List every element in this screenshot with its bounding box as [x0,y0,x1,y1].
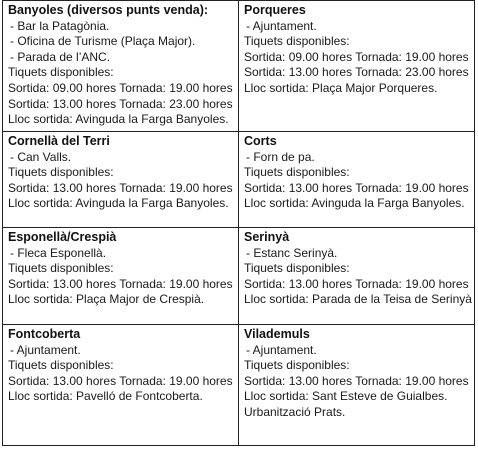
tickets-label: Tiquets disponibles: [244,261,350,276]
sale-point: - Parada de l’ANC. [10,49,111,64]
tickets-label: Tiquets disponibles: [8,358,114,373]
departure-line: Sortida: 13.00 hores Tornada: 19.00 hores [244,276,469,291]
departure-line: Sortida: 13.00 hores Tornada: 19.00 hores [244,373,469,388]
town-name: Esponellà/Crespià [8,230,117,244]
tickets-label: Tiquets disponibles: [244,358,350,373]
sale-point: - Ajuntament. [246,18,317,33]
departure-line: Sortida: 13.00 hores Tornada: 23.00 hores [244,65,469,80]
departure-place: Lloc sortida: Plaça Major Porqueres. [244,80,438,95]
tickets-label: Tiquets disponibles: [8,261,114,276]
departure-line: Sortida: 13.00 hores Tornada: 23.00 hores [8,96,233,111]
sale-point: - Ajuntament. [10,342,81,357]
departure-place: Lloc sortida: Plaça Major de Crespià. [8,292,205,307]
departure-place: Lloc sortida: Sant Esteve de Guialbes. [244,389,448,404]
cell-corts [239,132,475,228]
sale-point: - Ajuntament. [246,342,317,357]
departure-place-extra: Urbanització Prats. [244,404,346,419]
cell-vilademuls [239,325,475,446]
table-row [3,1,475,132]
table-row [3,228,475,325]
departure-place: Lloc sortida: Parada de la Teisa de Serinyà [244,292,472,307]
ticket-points-table [2,0,475,446]
departure-line: Sortida: 13.00 hores Tornada: 19.00 hores [8,180,233,195]
tickets-label: Tiquets disponibles: [244,34,350,49]
tickets-label: Tiquets disponibles: [244,165,350,180]
sale-point: - Fleca Esponellà. [10,245,107,260]
departure-place: Lloc sortida: Avinguda la Farga Banyoles. [8,196,229,211]
departure-line: Sortida: 09.00 hores Tornada: 19.00 hores [8,80,233,95]
town-name: Porqueres [244,3,306,17]
sale-point: - Oficina de Turisme (Plaça Major). [10,34,196,49]
cell-cornella-del-terri [3,132,239,228]
sale-point: - Forn de pa. [246,149,315,164]
town-name: Corts [244,134,277,148]
departure-place: Lloc sortida: Avinguda la Farga Banyoles. [244,196,465,211]
sale-point: - Bar la Patagònia. [10,18,110,33]
town-name: Fontcoberta [8,327,81,341]
town-name: Serinyà [244,230,290,244]
table-row [3,325,475,446]
sale-point: - Can Valls. [10,149,72,164]
departure-place: Lloc sortida: Avinguda la Farga Banyoles. [8,112,229,127]
cell-fontcoberta [3,325,239,446]
town-name: Cornellà del Terri [8,134,110,148]
departure-line: Sortida: 13.00 hores Tornada: 19.00 hores [8,276,233,291]
town-name: Vilademuls [244,327,310,341]
tickets-label: Tiquets disponibles: [8,65,114,80]
cell-esponella-crespia [3,228,239,325]
departure-line: Sortida: 09.00 hores Tornada: 19.00 hores [244,49,469,64]
sale-point: - Estanc Serinyà. [246,245,338,260]
departure-place: Lloc sortida: Pavelló de Fontcoberta. [8,389,203,404]
tickets-label: Tiquets disponibles: [8,165,114,180]
town-name: Banyoles (diversos punts venda): [8,3,209,17]
departure-line: Sortida: 13.00 hores Tornada: 19.00 hores [8,373,233,388]
cell-porqueres [239,1,475,132]
cell-banyoles [3,1,239,132]
departure-line: Sortida: 13.00 hores Tornada: 19.00 hores [244,180,469,195]
table-row [3,132,475,228]
cell-serinya [239,228,475,325]
